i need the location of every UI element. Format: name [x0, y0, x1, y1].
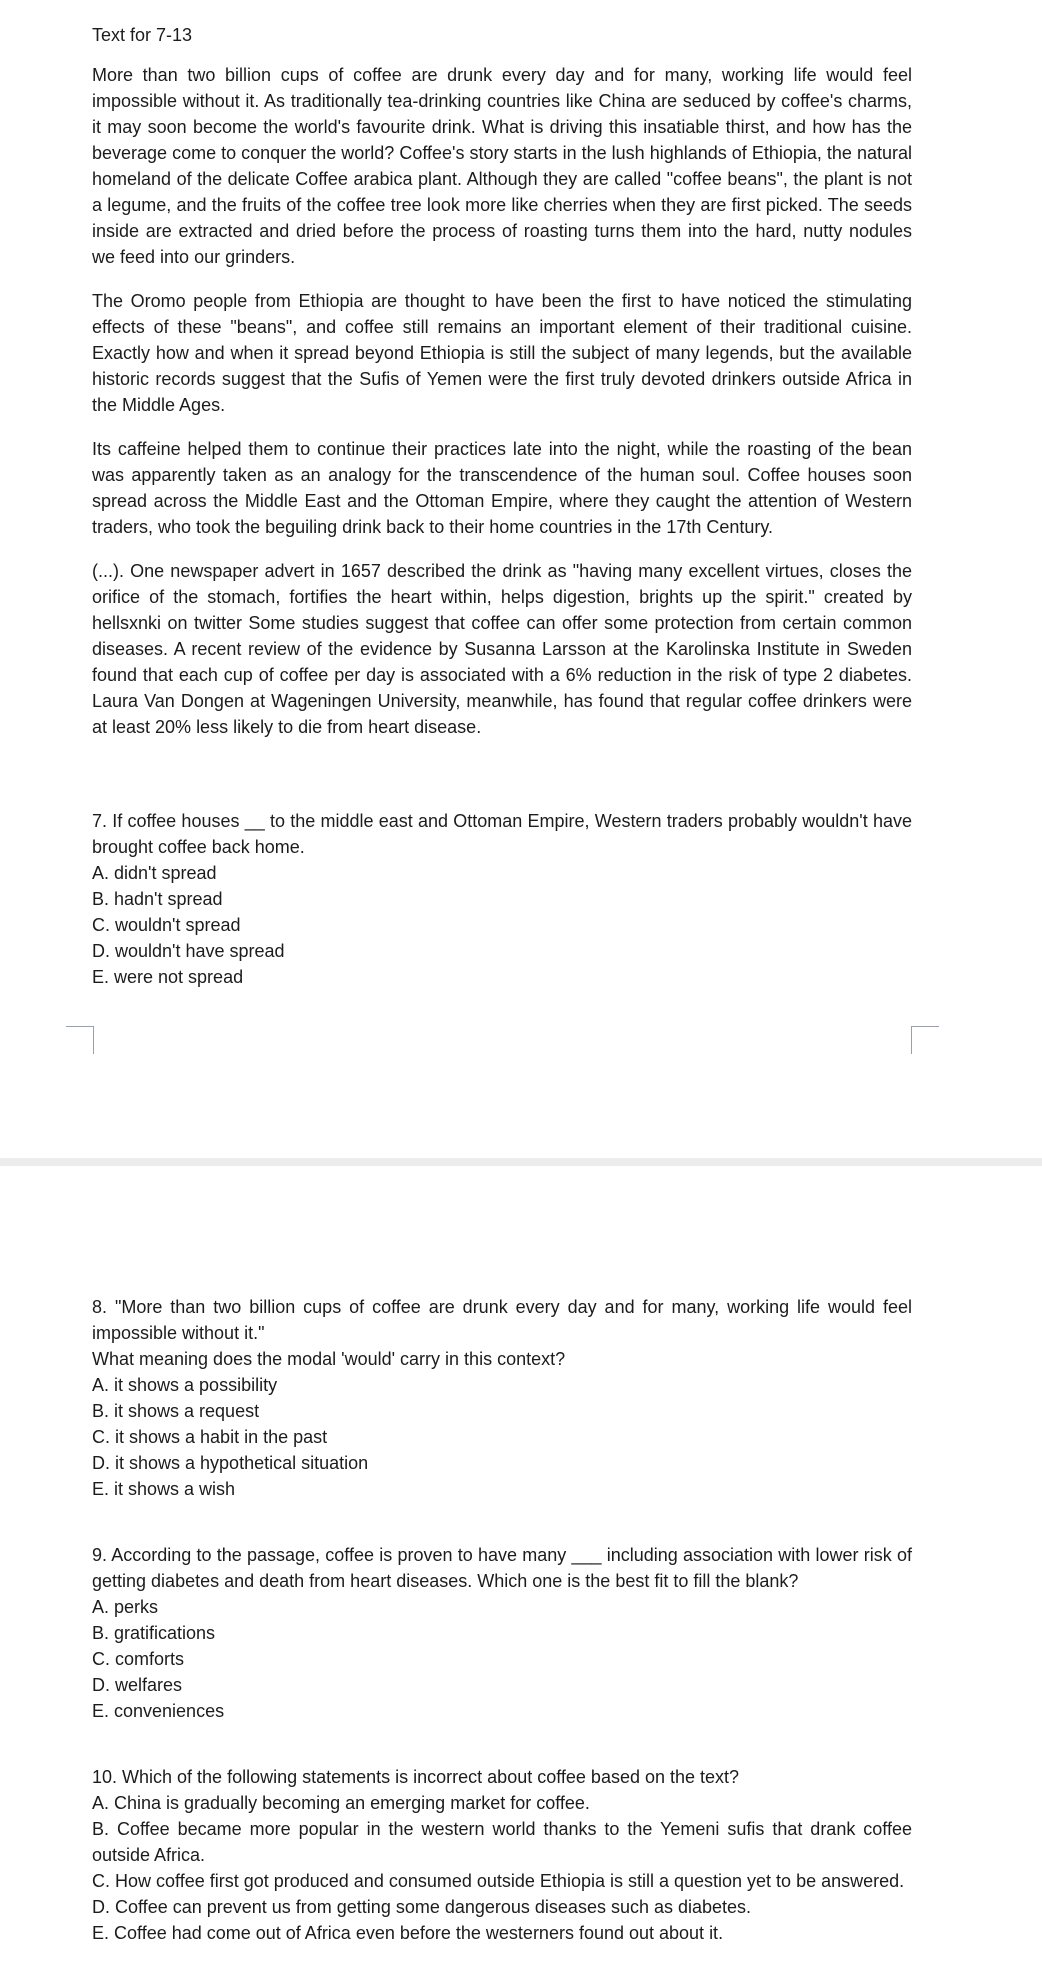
question-7-option-b: B. hadn't spread — [92, 889, 223, 909]
passage-paragraph-1: More than two billion cups of coffee are drunk every day and for many, working life would feel impossible without it. As traditionally tea-drinking countries like China are seduced by coffee's charms, it may soon become the world's favourite drink. What is driving this insatiable thirst, and how has the beverage come to conquer the world? Coffee's story starts in the lush highlands of Ethiopia, the natural homeland of the delicate Coffee arabica plant. Although they are called "coffee beans", the plant is not a legume, and the fruits of the coffee tree look more like cherries when they are first picked. The seeds inside are extracted and dried before the process of roasting turns them into the hard, nutty nodules we feed into our grinders. — [92, 65, 912, 267]
passage-heading: Text for 7-13 — [92, 25, 193, 45]
question-8-option-c: C. it shows a habit in the past — [92, 1427, 328, 1447]
question-8-option-a: A. it shows a possibility — [92, 1375, 278, 1395]
passage-paragraph-4: (...). One newspaper advert in 1657 described the drink as "having many excellent virtues, closes the orifice of the stomach, fortifies the heart within, helps digestion, brights up the spirit." created by hellsxnki on twitter Some studies suggest that coffee can offer some protection from certain common diseases. A recent review of the evidence by Susanna Larsson at the Karolinska Institute in Sweden found that each cup of coffee per day is associated with a 6% reduction in the risk of type 2 diabetes. Laura Van Dongen at Wageningen University, meanwhile, has found that regular coffee drinkers were at least 20% less likely to die from heart disease. — [92, 561, 912, 737]
question-8-option-b: B. it shows a request — [92, 1401, 260, 1421]
question-7-stem: 7. If coffee houses __ to the middle east and Ottoman Empire, Western traders probably wouldn't have brought coffee back home. — [92, 811, 912, 857]
passage-column — [92, 0, 912, 758]
question-10-stem: 10. Which of the following statements is incorrect about coffee based on the text? — [92, 1767, 740, 1787]
question-10-option-e: E. Coffee had come out of Africa even before the westerners found out about it. — [92, 1923, 724, 1943]
question-8-option-d: D. it shows a hypothetical situation — [92, 1453, 369, 1473]
question-10-option-b: B. Coffee became more popular in the western world thanks to the Yemeni sufis that drank coffee outside Africa. — [92, 1819, 912, 1865]
question-9-option-b: B. gratifications — [92, 1623, 216, 1643]
document-page-2 — [0, 1166, 1042, 1981]
question-7-option-e: E. were not spread — [92, 967, 244, 987]
question-7 — [92, 808, 912, 990]
question-7-option-c: C. wouldn't spread — [92, 915, 241, 935]
passage-paragraph-2: The Oromo people from Ethiopia are thought to have been the first to have noticed the stimulating effects of these "beans", and coffee still remains an important element of their traditional cuisine. Exactly how and when it spread beyond Ethiopia is still the subject of many legends, but the available historic records suggest that the Sufis of Yemen were the first truly devoted drinkers outside Africa in the Middle Ages. — [92, 291, 912, 415]
question-10-option-d: D. Coffee can prevent us from getting some dangerous diseases such as diabetes. — [92, 1897, 752, 1917]
question-9-option-c: C. comforts — [92, 1649, 185, 1669]
question-9-option-a: A. perks — [92, 1597, 159, 1617]
question-10-option-c: C. How coffee first got produced and consumed outside Ethiopia is still a question yet to be answered. — [92, 1871, 905, 1891]
question-8-prompt: What meaning does the modal 'would' carry in this context? — [92, 1349, 566, 1369]
page-corner-mark — [911, 1026, 939, 1054]
question-9-option-e: E. conveniences — [92, 1701, 225, 1721]
question-9 — [92, 1542, 912, 1724]
question-8-option-e: E. it shows a wish — [92, 1479, 236, 1499]
page-corner-mark — [66, 1026, 94, 1054]
question-7-option-d: D. wouldn't have spread — [92, 941, 285, 961]
question-9-stem: 9. According to the passage, coffee is proven to have many ___ including association with lower risk of getting diabetes and death from heart diseases. Which one is the best fit to fill the blank? — [92, 1545, 912, 1591]
question-10-option-a: A. China is gradually becoming an emerging market for coffee. — [92, 1793, 590, 1813]
question-9-option-d: D. welfares — [92, 1675, 183, 1695]
question-7-option-a: A. didn't spread — [92, 863, 217, 883]
question-8 — [92, 1294, 912, 1502]
page-break — [0, 1158, 1042, 1166]
question-8-stem: 8. "More than two billion cups of coffee are drunk every day and for many, working life would feel impossible without it." — [92, 1297, 912, 1343]
question-10 — [92, 1764, 912, 1946]
passage-paragraph-3: Its caffeine helped them to continue their practices late into the night, while the roasting of the bean was apparently taken as an analogy for the transcendence of the human soul. Coffee houses soon spread across the Middle East and the Ottoman Empire, where they caught the attention of Western traders, who took the beguiling drink back to their home countries in the 17th Century. — [92, 439, 912, 537]
